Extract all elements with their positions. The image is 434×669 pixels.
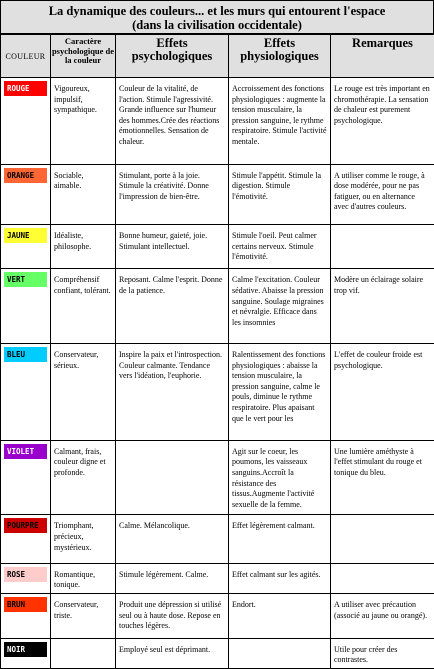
effets-phy-cell: Calme l'excitation. Couleur sédative. Abaisse la pression sanguine. Soulage migraines et névralgie. Efficace dans les insomnies xyxy=(229,269,331,344)
color-cell xyxy=(1,594,51,638)
caractere-cell: Romantique, tonique. xyxy=(51,563,116,593)
title-line-2: (dans la civilisation occidentale) xyxy=(132,18,302,32)
table-row xyxy=(1,269,434,344)
caractere-cell: Idéaliste, philosophe. xyxy=(51,225,116,269)
effets-psy-cell: Produit une dépression si utilisé seul ou à haute dose. Repose en touches légères. xyxy=(116,594,229,638)
color-cell xyxy=(1,164,51,224)
table-row xyxy=(1,515,434,563)
effets-psy-cell: Bonne humeur, gaieté, joie. Stimulant intellectuel. xyxy=(116,225,229,269)
caractere-cell: Conservateur, triste. xyxy=(51,594,116,638)
table-row xyxy=(1,563,434,593)
effets-psy-cell: Stimule légèrement. Calme. xyxy=(116,563,229,593)
remarques-cell: A utiliser avec précaution (associé au jaune ou orangé). xyxy=(331,594,434,638)
remarques-cell: A utiliser comme le rouge, à dose modérée, pour ne pas fatiguer, ou en alternance avec d'autres couleurs. xyxy=(331,164,434,224)
caractere-cell: Conservateur, sérieux. xyxy=(51,344,116,441)
remarques-cell: L'effet de couleur froide est psychologique. xyxy=(331,344,434,441)
color-swatch: JAUNE xyxy=(4,228,47,243)
effets-psy-cell: Inspire la paix et l'introspection. Couleur calmante. Tendance vers l'idéation, l'euphorie. xyxy=(116,344,229,441)
color-swatch: POURPRE xyxy=(4,518,47,533)
color-cell xyxy=(1,638,51,668)
page-title xyxy=(0,0,434,34)
effets-psy-cell: Stimulant, porte à la joie. Stimule la créativité. Donne l'impression de bien-être. xyxy=(116,164,229,224)
color-swatch: ROUGE xyxy=(4,81,47,96)
color-cell xyxy=(1,563,51,593)
effets-phy-cell: Agit sur le coeur, les poumons, les vaisseaux sanguins.Accroît la résistance des tissus.Augmente l'activité sexuelle de la femme. xyxy=(229,440,331,515)
header-remarques: Remarques xyxy=(331,35,434,78)
effets-psy-cell: Reposant. Calme l'esprit. Donne de la patience. xyxy=(116,269,229,344)
remarques-cell: Utile pour créer des contrastes. xyxy=(331,638,434,668)
effets-psy-cell xyxy=(116,440,229,515)
effets-psy-cell: Employé seul est déprimant. xyxy=(116,638,229,668)
effets-phy-cell: Endort. xyxy=(229,594,331,638)
effets-phy-cell: Effet légèrement calmant. xyxy=(229,515,331,563)
title-line-1: La dynamique des couleurs... et les murs qui entourent l'espace xyxy=(48,4,386,18)
effets-phy-cell: Stimule l'oeil. Peut calmer certains nerveux. Stimule l'émotivité. xyxy=(229,225,331,269)
color-cell xyxy=(1,78,51,165)
color-swatch: VIOLET xyxy=(4,444,47,459)
effets-phy-cell: Stimule l'appétit. Stimule la digestion. Stimule l'émotivité. xyxy=(229,164,331,224)
caractere-cell: Sociable, aimable. xyxy=(51,164,116,224)
effets-psy-cell: Calme. Mélancolique. xyxy=(116,515,229,563)
colors-table xyxy=(0,34,434,669)
table-row xyxy=(1,638,434,668)
effets-phy-cell: Effet calmant sur les agités. xyxy=(229,563,331,593)
caractere-cell: Triomphant, précieux, mystérieux. xyxy=(51,515,116,563)
table-row xyxy=(1,440,434,515)
table-row xyxy=(1,164,434,224)
table-row xyxy=(1,594,434,638)
remarques-cell: Une lumière améthyste à l'effet stimulant du rouge et tonique du bleu. xyxy=(331,440,434,515)
color-cell xyxy=(1,515,51,563)
remarques-cell: Le rouge est très important en chromothérapie. La sensation de chaleur est purement psychologique. xyxy=(331,78,434,165)
caractere-cell: Vigoureux, impulsif, sympathique. xyxy=(51,78,116,165)
remarques-cell xyxy=(331,563,434,593)
table-row xyxy=(1,344,434,441)
effets-phy-cell xyxy=(229,638,331,668)
color-cell xyxy=(1,269,51,344)
remarques-cell xyxy=(331,515,434,563)
header-effets-psychologiques: Effets psychologiques xyxy=(116,35,229,78)
color-cell xyxy=(1,440,51,515)
color-swatch: BRUN xyxy=(4,597,47,612)
effets-psy-cell: Couleur de la vitalité, de l'action. Stimule l'agressivité. Grande influence sur l'humeur des hommes.Crée des réactions émotionnelles. Sensation de chaleur. xyxy=(116,78,229,165)
header-row xyxy=(1,35,434,78)
table-row xyxy=(1,78,434,165)
effets-phy-cell: Accroissement des fonctions physiologiques : augmente la tension musculaire, la pression sanguine, le rythme respiratoire. Stimule l'activité mentale. xyxy=(229,78,331,165)
remarques-cell xyxy=(331,225,434,269)
color-swatch: VERT xyxy=(4,272,47,287)
color-swatch: BLEU xyxy=(4,347,47,362)
caractere-cell: Compréhensif confiant, tolérant. xyxy=(51,269,116,344)
effets-phy-cell: Ralentissement des fonctions physiologiques : abaisse la tension musculaire, la pression sanguine, calme le pouls, diminue le rythme respiratoire. Plus apaisant que le vert pour les xyxy=(229,344,331,441)
color-cell xyxy=(1,344,51,441)
header-caractere: Caractère psychologique de la couleur xyxy=(51,35,116,78)
table-row xyxy=(1,225,434,269)
caractere-cell xyxy=(51,638,116,668)
color-cell xyxy=(1,225,51,269)
header-effets-physiologiques: Effets physiologiques xyxy=(229,35,331,78)
remarques-cell: Modère un éclairage solaire trop vif. xyxy=(331,269,434,344)
color-swatch: ORANGE xyxy=(4,168,47,183)
color-swatch: ROSE xyxy=(4,567,47,582)
caractere-cell: Calmant, frais, couleur digne et profonde. xyxy=(51,440,116,515)
header-couleur: COULEUR xyxy=(1,35,51,78)
color-swatch: NOIR xyxy=(4,642,47,657)
